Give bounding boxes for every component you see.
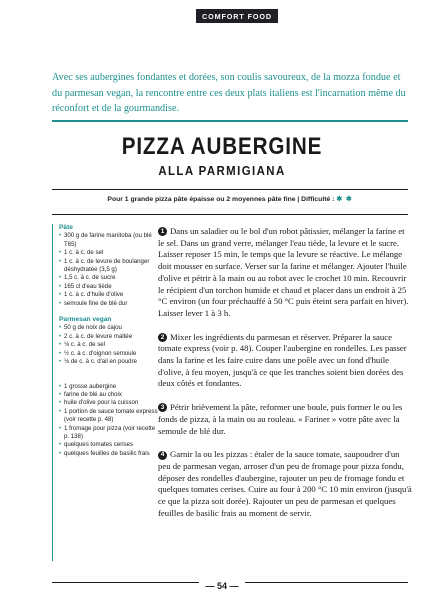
- intro-paragraph: Avec ses aubergines fondantes et dorées, son coulis savoureux, de la mozza fondue et du parmesan vegan, la rencontre entre ces deux plats italiens est l'incarnation même du réconfort et de la gourmandise.: [52, 72, 406, 115]
- difficulty-rating: ✱ ✱: [336, 196, 353, 203]
- ingredients-sidebar: [52, 224, 159, 561]
- step-number-badge: 4: [158, 451, 167, 460]
- list-item: • quelques tomates cerises: [59, 441, 159, 449]
- parmesan-list: [59, 324, 159, 366]
- list-item: • 1 c. à c. de levure de boulanger déshydratée (3,5 g): [59, 258, 159, 275]
- spacer: [59, 308, 159, 316]
- step-4: [158, 449, 412, 519]
- step-number-badge: 2: [158, 333, 167, 342]
- page-number-text: — 54 —: [199, 581, 244, 591]
- list-item: • ½ c. à c. d'oignon semoule: [59, 350, 159, 358]
- serving-info: [52, 195, 408, 203]
- step-number-badge: 3: [158, 403, 167, 412]
- pate-list: [59, 232, 159, 308]
- step-text: Dans un saladier ou le bol d'un robot pâtissier, mélanger la farine et le sel. Dans un grand verre, mélanger l'eau tiède, la levure et le sucre. Laisser reposer 15 min, le temps que la levure se réactive. Le mélange doit mousser en surface. Verser sur la farine et mélanger. Ajouter l'huile d'olive et pétrir à la main ou au robot avec le crochet 10 min. Recouvrir le récipient d'un torchon humide et chaud et placer dans un endroit à 25 °C environ (un four préchauffé à 50 °C puis éteint sera parfait en hiver). Laisser lever 1 à 3 h.: [158, 226, 409, 318]
- list-item: • 1 fromage pour pizza (voir recette p. 138): [59, 425, 159, 442]
- recipe-steps: [158, 226, 412, 531]
- list-item: • 1 grosse aubergine: [59, 383, 159, 391]
- list-item: • 2 c. à c. de levure maltée: [59, 333, 159, 341]
- step-1: [158, 226, 412, 320]
- recipe-subtitle: ALLA PARMIGIANA: [158, 163, 286, 178]
- step-text: Garnir la ou les pizzas : étaler de la sauce tomate, saupoudrer d'un peu de parmesan vegan, arroser d'un peu de fromage pour pizza fondu, déposer des rondelles d'aubergine, rajouter un peu de fromage fondu et quelques tomates cerises. Cuire au four à 200 °C 10 min environ (jusqu'à ce que la pizza soit dorée). Rajouter un peu de parmesan et quelques feuilles de basilic frais au moment de servir.: [158, 449, 412, 518]
- garniture-list: [59, 383, 159, 459]
- step-number-badge: 1: [158, 227, 167, 236]
- serving-divider-top: [52, 189, 408, 190]
- list-item: • quelques feuilles de basilic frais: [59, 450, 159, 458]
- step-2: [158, 332, 412, 391]
- list-item: • 165 cl d'eau tiède: [59, 283, 159, 291]
- spacer: [59, 367, 159, 383]
- list-item: • huile d'olive pour la cuisson: [59, 399, 159, 407]
- list-item: • 1,5 c. à c. de sucre: [59, 274, 159, 282]
- section-tag: COMFORT FOOD: [196, 9, 278, 23]
- intro-divider: [52, 120, 408, 122]
- parmesan-heading: Parmesan vegan: [59, 316, 112, 324]
- step-text: Pétrir brièvement la pâte, reformer une boule, puis former le ou les fonds de pizza, à la main ou au rouleau. « Fariner » votre pâte avec la semoule de blé dur.: [158, 402, 403, 436]
- page-number: [0, 576, 444, 594]
- list-item: • semoule fine de blé dur: [59, 300, 159, 308]
- step-text: Mixer les ingrédients du parmesan et réserver. Préparer la sauce tomate express (voir p. 48). Couper l'aubergine en rondelles. Les passer dans la farine et les faire cuire dans une poêle avec un fond d'huile d'olive, à feu moyen, jusqu'à ce que les tranches soient bien dorées des deux côtés et fondantes.: [158, 331, 407, 389]
- serving-divider-bottom: [52, 214, 408, 215]
- list-item: • ⅛ de c. à c. d'ail en poudre: [59, 358, 159, 366]
- list-item: • 300 g de farine manitoba (ou blé T65): [59, 232, 159, 249]
- list-item: • 1 portion de sauce tomate express (voir recette p. 48): [59, 408, 159, 425]
- list-item: • 1 c. à c. de sel: [59, 249, 159, 257]
- list-item: • 50 g de noix de cajou: [59, 324, 159, 332]
- list-item: • farine de blé au choix: [59, 391, 159, 399]
- serving-text: Pour 1 grande pizza pâte épaisse ou 2 moyennes pâte fine | Difficulté :: [107, 196, 335, 203]
- step-3: [158, 402, 412, 437]
- list-item: • ⅛ c. à c. de sel: [59, 341, 159, 349]
- pate-heading: Pâte: [59, 224, 73, 231]
- list-item: • 1 c. à c. d'huile d'olive: [59, 291, 159, 299]
- recipe-title: PIZZA AUBERGINE: [121, 133, 323, 160]
